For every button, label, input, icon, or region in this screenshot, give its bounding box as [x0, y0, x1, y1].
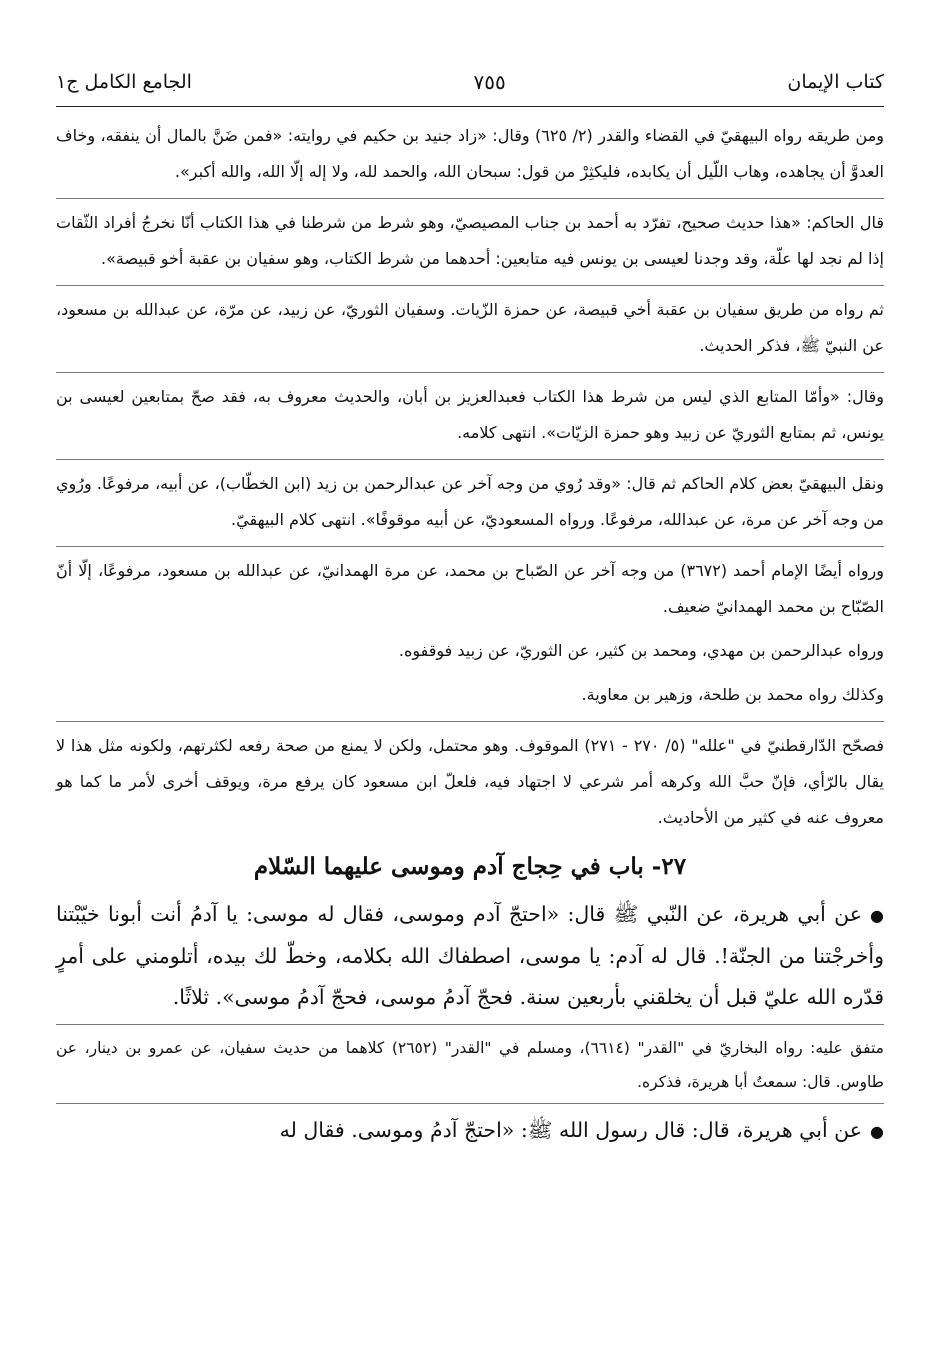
- hadith-body: عن أبي هريرة، قال: قال رسول الله ﷺ: «احتجّ آدمُ وموسى. فقال له: [279, 1118, 863, 1142]
- paragraph-separator: [56, 546, 884, 547]
- paragraph-separator: [56, 459, 884, 460]
- book-section-title: كتاب الإيمان: [787, 71, 884, 93]
- paragraph: وقال: «وأمّا المتابع الذي ليس من شرط هذا الكتاب فعبدالعزيز بن أبان، والحديث معروف به، فقد صحّ بمتابعين لعيسى بن يونس، ثم بمتابع الثوريّ عن زبيد وهو حمزة الزيّات». انتهى كلامه.: [56, 387, 884, 442]
- paragraph: ورواه عبدالرحمن بن مهدي، ومحمد بن كثير، عن الثوريّ، عن زبيد فوقفوه.: [398, 641, 884, 660]
- bullet-icon: ●: [870, 906, 884, 925]
- paragraph: قال الحاكم: «هذا حديث صحيح، تفرّد به أحمد بن جناب المصيصيّ، وهو شرط من شرطنا في هذا الكتاب أنّا نخرجُ أفراد الثّقات إذا لم نجد لها علّة، وقد وجدنا لعيسى بن يونس فيه متابعين: أحدهما من شرط الكتاب، وهو سفيان بن عقبة أخو قبيصة».: [56, 213, 884, 268]
- paragraph-separator: [56, 372, 884, 373]
- hadith-text: [56, 894, 884, 1018]
- book-volume-title: الجامع الكامل ج١: [56, 71, 192, 93]
- paragraph-separator: [56, 198, 884, 199]
- paragraph: وكذلك رواه محمد بن طلحة، وزهير بن معاوية.: [581, 685, 884, 704]
- running-header: [56, 64, 884, 100]
- paragraph: ونقل البيهقيّ بعض كلام الحاكم ثم قال: «وقد رُوي من وجه آخر عن عبدالرحمن بن زيد (ابن الخطّاب)، عن أبيه، مرفوعًا. ورُوي من وجه آخر عن مرة، عن عبدالله، مرفوعًا. ورواه المسعوديّ، عن أبيه موقوفًا». انتهى كلام البيهقيّ.: [56, 474, 884, 529]
- page-number: ٧٥٥: [473, 70, 506, 94]
- takhrij-note: متفق عليه: رواه البخاريّ في "القدر" (٦٦١٤)، ومسلم في "القدر" (٢٦٥٢) كلاهما من حديث سفيان، عن عمرو بن دينار، عن طاوس. قال: سمعتُ أبا هريرة، فذكره.: [56, 1039, 884, 1091]
- paragraph-separator: [56, 285, 884, 286]
- paragraph-separator: [56, 1103, 884, 1104]
- paragraph-separator: [56, 1024, 884, 1025]
- bullet-icon: ●: [870, 1122, 884, 1141]
- chapter-title: ٢٧- باب في حِجاج آدم وموسى عليهما السّلام: [253, 853, 687, 880]
- paragraph: ورواه أيضًا الإمام أحمد (٣٦٧٢) من وجه آخر عن الصّباح بن محمد، عن مرة الهمدانيّ، عن عبدالله بن مسعود، مرفوعًا، إلّا أنّ الصّبّاح بن محمد الهمدانيّ ضعيف.: [56, 561, 884, 616]
- paragraph-separator: [56, 721, 884, 722]
- paragraph: ومن طريقه رواه البيهقيّ في القضاء والقدر (٢/ ٦٢٥) وقال: «زاد جنيد بن حكيم في روايته: «فمن ضَنَّ بالمال أن ينفقه، وخاف العدوَّ أن يجاهده، وهاب اللّيل أن يكابده، فليكثِرْ من قول: سبحان الله، والحمد لله، ولا إله إلّا الله، والله أكبر».: [56, 126, 884, 181]
- hadith-text: [56, 1110, 884, 1152]
- paragraph: فصحّح الدّارقطنيّ في "علله" (٥/ ٢٧٠ - ٢٧١) الموقوف. وهو محتمل، ولكن لا يمنع من صحة رفعه لكثرتهم، ولكونه مثل هذا لا يقال بالرّأي، فإنّ حبَّ الله وكرهه أمر شرعي لا اجتهاد فيه، فلعلّ ابن مسعود كان يرفع مرة، ويوقف أخرى لأمر ما كما هو معروف عنه في كثير من الأحاديث.: [56, 736, 885, 827]
- header-rule: [56, 106, 884, 107]
- paragraph: ثم رواه من طريق سفيان بن عقبة أخي قبيصة، عن حمزة الزّيات. وسفيان الثوريّ، عن زبيد، عن مرّة، عن عبدالله بن مسعود، عن النبيّ ﷺ، فذكر الحديث.: [56, 300, 884, 355]
- hadith-body: عن أبي هريرة، عن النّبي ﷺ قال: «احتجّ آدم وموسى، فقال له موسى: يا آدمُ أنت أبونا خيّبْتنا وأخرجْتنا من الجنّة!. قال له آدم: يا موسى، اصطفاك الله بكلامه، وخطّ لك بيده، أتلومني على أمرٍ قدّره الله عليّ قبل أن يخلقني بأربعين سنة. فحجّ آدمُ موسى، فحجّ آدمُ موسى». ثلاثًا.: [56, 902, 884, 1009]
- page-body: [56, 118, 884, 1158]
